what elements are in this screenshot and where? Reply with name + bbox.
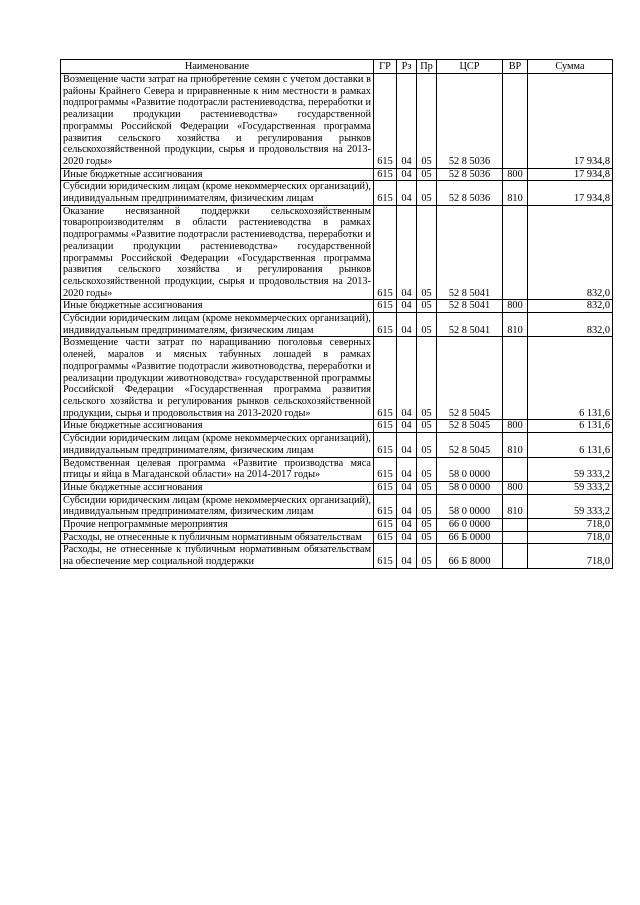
cell-name: Иные бюджетные ассигнования xyxy=(61,420,374,433)
cell-csr: 52 8 5036 xyxy=(437,168,503,181)
cell-rz: 04 xyxy=(397,181,417,205)
cell-csr: 52 8 5045 xyxy=(437,337,503,420)
cell-gr: 615 xyxy=(374,337,397,420)
table-row xyxy=(61,181,613,205)
header-csr: ЦСР xyxy=(437,60,503,74)
cell-sum: 17 934,8 xyxy=(528,181,613,205)
table-row xyxy=(61,74,613,169)
cell-gr: 615 xyxy=(374,205,397,300)
cell-sum: 17 934,8 xyxy=(528,74,613,169)
cell-vr: 800 xyxy=(503,168,528,181)
cell-pr: 05 xyxy=(417,168,437,181)
cell-pr: 05 xyxy=(417,544,437,568)
cell-pr: 05 xyxy=(417,313,437,337)
cell-vr xyxy=(503,457,528,481)
cell-csr: 58 0 0000 xyxy=(437,481,503,494)
cell-gr: 615 xyxy=(374,494,397,518)
cell-pr: 05 xyxy=(417,531,437,544)
cell-sum: 6 131,6 xyxy=(528,433,613,457)
cell-csr: 52 8 5041 xyxy=(437,205,503,300)
cell-sum: 59 333,2 xyxy=(528,481,613,494)
header-row xyxy=(61,60,613,74)
cell-gr: 615 xyxy=(374,433,397,457)
cell-gr: 615 xyxy=(374,74,397,169)
cell-name: Оказание несвязанной поддержки сельскохозяйственным товаропроизводителям в области растениеводства в рамках подпрограммы «Развитие подотрасли растениеводства, переработки и реализации продукции растениеводства» государственной программы Российской Федерации «Государственная программа развития сельского хозяйства и регулирования рынков сельскохозяйственной продукции, сырья и продовольствия на 2013-2020 годы» xyxy=(61,205,374,300)
cell-pr: 05 xyxy=(417,337,437,420)
cell-rz: 04 xyxy=(397,494,417,518)
cell-pr: 05 xyxy=(417,181,437,205)
cell-rz: 04 xyxy=(397,433,417,457)
cell-name: Прочие непрограммные мероприятия xyxy=(61,519,374,532)
cell-sum: 718,0 xyxy=(528,519,613,532)
header-pr: Пр xyxy=(417,60,437,74)
cell-name: Возмещение части затрат на приобретение семян с учетом доставки в районы Крайнего Севера и приравненные к ним местности в рамках подпрограммы «Развитие подотрасли растениеводства, переработки и реализации продукции растениеводства» государственной программы Российской Федерации «Государственная программа развития сельского хозяйства и регулирования рынков сельскохозяйственной продукции, сырья и продовольствия на 2013-2020 годы» xyxy=(61,74,374,169)
table-row xyxy=(61,337,613,420)
table-row xyxy=(61,481,613,494)
cell-vr xyxy=(503,337,528,420)
cell-vr xyxy=(503,531,528,544)
cell-name: Иные бюджетные ассигнования xyxy=(61,168,374,181)
cell-name: Субсидии юридическим лицам (кроме некоммерческих организаций), индивидуальным предпринимателям, физическим лицам xyxy=(61,313,374,337)
cell-vr xyxy=(503,205,528,300)
cell-csr: 58 0 0000 xyxy=(437,494,503,518)
cell-sum: 17 934,8 xyxy=(528,168,613,181)
cell-vr: 800 xyxy=(503,481,528,494)
cell-rz: 04 xyxy=(397,168,417,181)
cell-name: Возмещение части затрат по наращиванию поголовья северных оленей, маралов и мясных табунных лошадей в рамках подпрограммы «Развитие подотрасли животноводства, переработки и реализации продукции животноводства» государственной программы Российской Федерации «Государственная программа развития сельского хозяйства и регулирования рынков сельскохозяйственной продукции, сырья и продовольствия на 2013-2020 годы» xyxy=(61,337,374,420)
cell-pr: 05 xyxy=(417,300,437,313)
cell-vr xyxy=(503,74,528,169)
cell-rz: 04 xyxy=(397,74,417,169)
cell-csr: 52 8 5036 xyxy=(437,181,503,205)
cell-csr: 52 8 5041 xyxy=(437,300,503,313)
cell-csr: 52 8 5045 xyxy=(437,433,503,457)
cell-name: Ведомственная целевая программа «Развитие производства мяса птицы и яйца в Магаданской области» на 2014-2017 годы» xyxy=(61,457,374,481)
cell-sum: 832,0 xyxy=(528,300,613,313)
table-row xyxy=(61,300,613,313)
table-row xyxy=(61,420,613,433)
cell-sum: 832,0 xyxy=(528,205,613,300)
cell-csr: 66 Б 8000 xyxy=(437,544,503,568)
cell-gr: 615 xyxy=(374,519,397,532)
cell-rz: 04 xyxy=(397,544,417,568)
cell-vr xyxy=(503,544,528,568)
cell-rz: 04 xyxy=(397,481,417,494)
cell-rz: 04 xyxy=(397,337,417,420)
cell-sum: 718,0 xyxy=(528,531,613,544)
cell-name: Субсидии юридическим лицам (кроме некоммерческих организаций), индивидуальным предпринимателям, физическим лицам xyxy=(61,494,374,518)
cell-name: Субсидии юридическим лицам (кроме некоммерческих организаций), индивидуальным предпринимателям, физическим лицам xyxy=(61,433,374,457)
table-row xyxy=(61,457,613,481)
cell-sum: 6 131,6 xyxy=(528,337,613,420)
cell-gr: 615 xyxy=(374,313,397,337)
cell-name: Расходы, не отнесенные к публичным нормативным обязательствам на обеспечение мер социальной поддержки xyxy=(61,544,374,568)
cell-csr: 66 0 0000 xyxy=(437,519,503,532)
table-row xyxy=(61,494,613,518)
cell-vr xyxy=(503,519,528,532)
cell-vr: 810 xyxy=(503,313,528,337)
cell-name: Субсидии юридическим лицам (кроме некоммерческих организаций), индивидуальным предпринимателям, физическим лицам xyxy=(61,181,374,205)
cell-sum: 832,0 xyxy=(528,313,613,337)
cell-pr: 05 xyxy=(417,74,437,169)
cell-sum: 59 333,2 xyxy=(528,457,613,481)
cell-rz: 04 xyxy=(397,313,417,337)
table-row xyxy=(61,205,613,300)
cell-sum: 59 333,2 xyxy=(528,494,613,518)
cell-pr: 05 xyxy=(417,433,437,457)
cell-gr: 615 xyxy=(374,544,397,568)
cell-pr: 05 xyxy=(417,420,437,433)
cell-name: Иные бюджетные ассигнования xyxy=(61,300,374,313)
cell-gr: 615 xyxy=(374,420,397,433)
cell-rz: 04 xyxy=(397,519,417,532)
table-row xyxy=(61,433,613,457)
table-row xyxy=(61,313,613,337)
cell-vr: 800 xyxy=(503,420,528,433)
cell-gr: 615 xyxy=(374,531,397,544)
cell-vr: 810 xyxy=(503,181,528,205)
cell-vr: 810 xyxy=(503,433,528,457)
cell-gr: 615 xyxy=(374,181,397,205)
header-sum: Сумма xyxy=(528,60,613,74)
table-row xyxy=(61,519,613,532)
budget-table xyxy=(60,59,613,569)
cell-name: Расходы, не отнесенные к публичным нормативным обязательствам xyxy=(61,531,374,544)
cell-pr: 05 xyxy=(417,481,437,494)
cell-csr: 58 0 0000 xyxy=(437,457,503,481)
cell-gr: 615 xyxy=(374,168,397,181)
cell-pr: 05 xyxy=(417,457,437,481)
cell-rz: 04 xyxy=(397,531,417,544)
cell-rz: 04 xyxy=(397,457,417,481)
cell-pr: 05 xyxy=(417,519,437,532)
cell-name: Иные бюджетные ассигнования xyxy=(61,481,374,494)
cell-pr: 05 xyxy=(417,205,437,300)
cell-gr: 615 xyxy=(374,300,397,313)
cell-csr: 66 Б 0000 xyxy=(437,531,503,544)
cell-gr: 615 xyxy=(374,457,397,481)
table-row xyxy=(61,544,613,568)
cell-vr: 810 xyxy=(503,494,528,518)
header-vr: ВР xyxy=(503,60,528,74)
cell-rz: 04 xyxy=(397,205,417,300)
cell-vr: 800 xyxy=(503,300,528,313)
cell-rz: 04 xyxy=(397,420,417,433)
cell-pr: 05 xyxy=(417,494,437,518)
table-row xyxy=(61,531,613,544)
cell-csr: 52 8 5045 xyxy=(437,420,503,433)
cell-csr: 52 8 5036 xyxy=(437,74,503,169)
cell-sum: 6 131,6 xyxy=(528,420,613,433)
header-gr: ГР xyxy=(374,60,397,74)
cell-gr: 615 xyxy=(374,481,397,494)
cell-rz: 04 xyxy=(397,300,417,313)
table-row xyxy=(61,168,613,181)
cell-csr: 52 8 5041 xyxy=(437,313,503,337)
cell-sum: 718,0 xyxy=(528,544,613,568)
header-rz: Рз xyxy=(397,60,417,74)
header-name: Наименование xyxy=(61,60,374,74)
